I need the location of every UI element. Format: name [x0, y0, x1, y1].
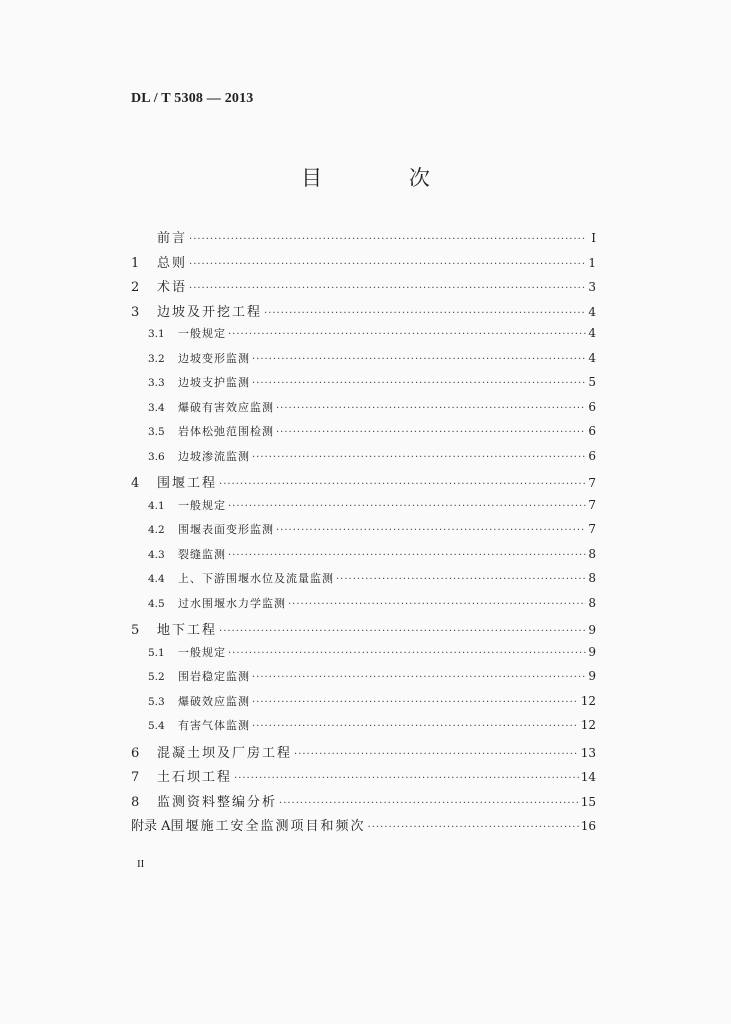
toc-entry-page: 6: [588, 399, 596, 414]
toc-entry[interactable]: [131, 693, 596, 718]
toc-entry[interactable]: [131, 791, 596, 816]
standard-code: DL / T 5308 — 2013: [131, 91, 254, 106]
toc-entry-number: 5: [131, 623, 140, 638]
dot-leader: [228, 329, 586, 340]
toc-entry-label: 术语: [157, 280, 188, 295]
toc-entry-number: 1: [131, 255, 140, 271]
toc-entry-page: 4: [588, 326, 596, 340]
toc-entry-page: 12: [580, 718, 596, 732]
toc-entry-label: 地下工程: [157, 623, 218, 638]
toc-entry-page: 8: [588, 595, 596, 610]
toc-entry[interactable]: [131, 717, 596, 742]
toc-entry-label: 边坡支护监测: [178, 376, 250, 389]
dot-leader: [219, 479, 586, 490]
toc-entry[interactable]: [131, 374, 596, 399]
toc-entry[interactable]: [131, 252, 596, 277]
toc-entry-page: 5: [588, 375, 596, 389]
toc-entry[interactable]: [131, 472, 596, 497]
toc-entry-number: 3.5: [148, 426, 165, 438]
toc-entry-label: 岩体松弛范围检测: [178, 425, 274, 438]
toc-entry-label: 总则: [157, 255, 188, 271]
toc-entry[interactable]: [131, 521, 596, 546]
toc-entry-page: 9: [588, 644, 596, 659]
toc-entry[interactable]: [131, 570, 596, 595]
toc-entry-page: 9: [588, 669, 596, 683]
toc-entry-number: 3.1: [148, 328, 165, 340]
toc-entry[interactable]: [131, 497, 596, 522]
dot-leader: [252, 378, 586, 389]
toc-entry[interactable]: [131, 325, 596, 350]
toc-entry-label: 过水围堰水力学监测: [178, 596, 286, 610]
toc-entry-page: 12: [580, 693, 596, 708]
toc-entry[interactable]: [131, 742, 596, 767]
toc-entry-page: 4: [588, 304, 596, 319]
toc-entry[interactable]: [131, 595, 596, 620]
toc-entry-number: 7: [131, 770, 140, 785]
toc-entry-page: 7: [588, 522, 596, 536]
toc-entry-number: 附录 A: [131, 819, 171, 834]
page-title: 目 次: [301, 166, 470, 190]
toc-entry-label: 边坡渗流监测: [178, 449, 250, 463]
toc-entry-label: 监测资料整编分析: [157, 794, 278, 810]
toc-entry-label: 裂缝监测: [178, 547, 226, 561]
toc-entry-number: 4.1: [148, 499, 165, 512]
toc-entry[interactable]: [131, 227, 596, 252]
toc-entry-label: 一般规定: [178, 498, 226, 512]
dot-leader: [264, 308, 586, 319]
toc-entry-number: 4.3: [148, 548, 165, 561]
toc-entry-number: 5.4: [148, 720, 165, 732]
dot-leader: [276, 525, 586, 536]
toc-entry-label: 爆破效应监测: [178, 694, 250, 708]
toc-entry-number: 6: [131, 745, 140, 761]
toc-entry-number: 4.4: [148, 573, 165, 585]
toc-entry-label: 有害气体监测: [178, 719, 250, 732]
toc-entry-number: 5.2: [148, 671, 165, 683]
toc-entry[interactable]: [131, 815, 596, 840]
toc-entry-page: 16: [580, 819, 596, 833]
dot-leader: [276, 403, 586, 414]
toc-entry[interactable]: [131, 546, 596, 571]
toc-entry-page: 4: [588, 350, 596, 365]
toc-entry-number: 4.2: [148, 524, 165, 536]
toc-entry-page: 7: [588, 497, 596, 512]
toc-entry-label: 爆破有害效应监测: [178, 400, 274, 414]
toc-entry-label: 围堰表面变形监测: [178, 523, 274, 536]
page-folio: II: [137, 858, 145, 870]
dot-leader: [234, 773, 579, 784]
toc-entry-page: 9: [588, 623, 596, 637]
toc-entry-number: 3: [131, 304, 140, 320]
toc-entry-page: 13: [580, 745, 596, 760]
toc-entry[interactable]: [131, 276, 596, 301]
toc-entry-number: 2: [131, 280, 140, 295]
dot-leader: [288, 599, 586, 610]
dot-leader: [252, 697, 579, 708]
toc-entry-page: 1: [588, 255, 596, 270]
toc-entry-label: 一般规定: [178, 327, 226, 340]
toc-entry-page: 8: [588, 571, 596, 585]
toc-entry[interactable]: [131, 766, 596, 791]
dot-leader: [228, 648, 586, 659]
dot-leader: [368, 822, 579, 833]
toc-entry-page: 6: [588, 448, 596, 463]
toc-entry-label: 土石坝工程: [157, 770, 233, 785]
toc-entry-number: 8: [131, 794, 140, 810]
dot-leader: [189, 259, 586, 270]
toc-entry-number: 5.1: [148, 646, 165, 659]
toc-entry-page: I: [591, 231, 596, 245]
toc-entry[interactable]: [131, 399, 596, 424]
toc-entry-label: 混凝土坝及厂房工程: [157, 745, 293, 761]
toc-entry-page: 3: [588, 280, 596, 294]
toc-entry[interactable]: [131, 644, 596, 669]
dot-leader: [219, 626, 586, 637]
toc-entry-label: 前言: [157, 231, 188, 246]
dot-leader: [228, 550, 586, 561]
dot-leader: [252, 672, 586, 683]
toc-entry-label: 边坡及开挖工程: [157, 304, 263, 320]
dot-leader: [276, 427, 586, 438]
toc-entry-number: 4: [131, 476, 140, 491]
toc-entry-page: 15: [580, 794, 596, 809]
toc-entry[interactable]: [131, 448, 596, 473]
toc-entry[interactable]: [131, 301, 596, 326]
toc-entry-label: 围岩稳定监测: [178, 670, 250, 683]
toc-entry-page: 6: [588, 424, 596, 438]
toc-entry-label: 上、下游围堰水位及流量监测: [178, 572, 334, 585]
toc-entry-label: 围堰施工安全监测项目和频次: [170, 819, 366, 834]
toc-entry-label: 边坡变形监测: [178, 351, 250, 365]
toc-entry-number: 3.2: [148, 352, 165, 365]
dot-leader: [252, 354, 586, 365]
dot-leader: [252, 721, 579, 732]
toc-entry-number: 3.4: [148, 401, 165, 414]
toc-entry[interactable]: [131, 668, 596, 693]
table-of-contents: [131, 227, 596, 840]
toc-entry[interactable]: [131, 350, 596, 375]
toc-entry[interactable]: [131, 619, 596, 644]
toc-entry-page: 14: [580, 770, 596, 784]
dot-leader: [252, 452, 586, 463]
toc-entry-number: 4.5: [148, 597, 165, 610]
toc-entry-label: 围堰工程: [157, 476, 218, 491]
toc-entry-number: 3.6: [148, 450, 165, 463]
dot-leader: [294, 749, 579, 760]
toc-entry-number: 5.3: [148, 695, 165, 708]
toc-entry-page: 8: [588, 546, 596, 561]
dot-leader: [336, 574, 586, 585]
dot-leader: [279, 798, 579, 809]
toc-entry-label: 一般规定: [178, 645, 226, 659]
dot-leader: [228, 501, 586, 512]
dot-leader: [189, 234, 586, 245]
toc-entry-number: 3.3: [148, 377, 165, 389]
toc-entry-page: 7: [588, 476, 596, 490]
toc-entry[interactable]: [131, 423, 596, 448]
dot-leader: [189, 283, 586, 294]
